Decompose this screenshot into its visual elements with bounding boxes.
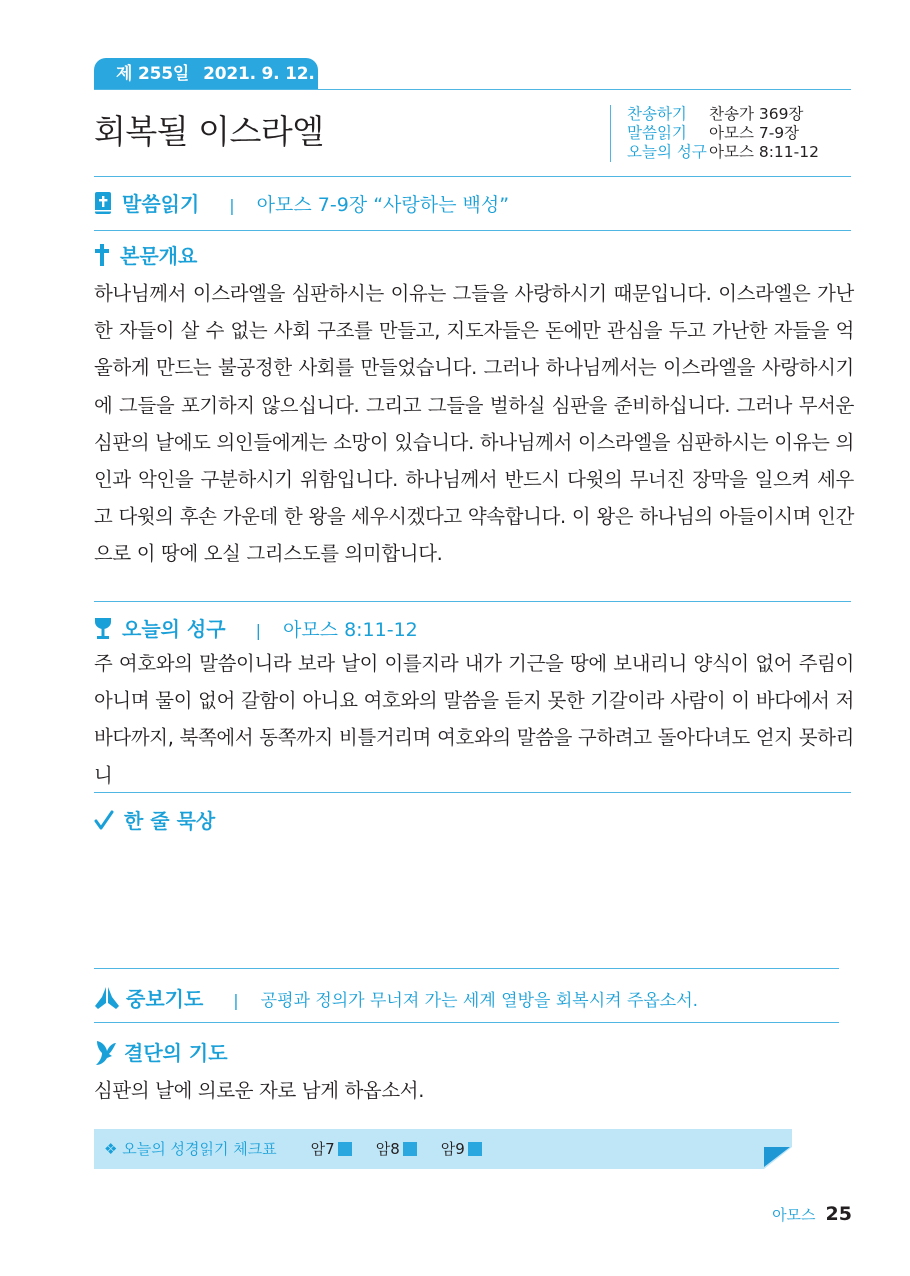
divider <box>94 230 851 231</box>
meditation-header <box>94 805 215 836</box>
separator: | <box>233 991 239 1010</box>
bible-icon <box>94 191 112 220</box>
checklist-label-wrap <box>104 1140 277 1158</box>
intercession-header <box>94 983 698 1016</box>
divider <box>94 968 839 969</box>
top-divider <box>94 89 851 90</box>
intercession-title: 중보기도 <box>126 987 204 1011</box>
footer-book: 아모스 <box>772 1206 816 1224</box>
checklist-label: 오늘의 성경읽기 체크표 <box>122 1140 277 1158</box>
cross-icon <box>94 243 110 272</box>
reading-header <box>94 188 509 220</box>
checklist-item: 암8 <box>375 1140 400 1158</box>
verse-text: 주 여호와의 말씀이니라 보라 날이 이를지라 내가 기근을 땅에 보내리니 양식이 없어 주림이 아니며 물이 없어 갈함이 아니요 여호와의 말씀을 듣지 못한 기갈이라 사람이 이 바다에서 저 바다까지, 북쪽에서 동쪽까지 비틀거리며 여호와의 말씀을 구하려고 돌아다녀도 얻지 못하리니 <box>94 652 855 787</box>
info-row-verse <box>627 143 819 162</box>
resolution-text: 심판의 날에 의로운 자로 남게 하옵소서. <box>94 1079 425 1102</box>
info-value: 찬송가 369장 <box>709 105 804 123</box>
verse-reference: 아모스 8:11-12 <box>282 619 418 641</box>
page-fold-corner <box>764 1147 790 1167</box>
diamond-icon: ❖ <box>104 1140 118 1158</box>
info-label: 말씀읽기 <box>627 124 687 142</box>
divider <box>94 601 851 602</box>
verse-header <box>94 613 418 645</box>
meditation-title: 한 줄 묵상 <box>124 809 216 833</box>
chalice-icon <box>94 616 112 645</box>
info-value: 아모스 8:11-12 <box>709 143 819 161</box>
divider <box>94 1022 839 1023</box>
resolution-title: 결단의 기도 <box>124 1041 228 1065</box>
check-icon <box>94 809 114 836</box>
page-number: 25 <box>825 1203 852 1225</box>
info-label: 오늘의 성구 <box>627 143 707 161</box>
checklist-item: 암7 <box>310 1140 335 1158</box>
checkbox-square[interactable] <box>468 1142 482 1156</box>
info-value: 아모스 7-9장 <box>709 124 800 142</box>
praying-hands-icon <box>94 985 120 1016</box>
info-row-hymn <box>627 105 819 124</box>
summary-header <box>94 240 197 272</box>
checkbox-square[interactable] <box>403 1142 417 1156</box>
checkbox-square[interactable] <box>338 1142 352 1156</box>
intercession-text: 공평과 정의가 무너져 가는 세계 열방을 회복시켜 주옵소서. <box>260 991 699 1011</box>
page-title: 회복될 이스라엘 <box>94 112 324 151</box>
day-number: 제 255일 <box>116 64 190 84</box>
verse-title: 오늘의 성구 <box>122 617 226 641</box>
summary-text: 하나님께서 이스라엘을 심판하시는 이유는 그들을 사랑하시기 때문입니다. 이스라엘은 가난한 자들이 살 수 없는 사회 구조를 만들고, 지도자들은 돈에만 관심을 두고 가난한 자들을 억울하게 만드는 불공정한 사회를 만들었습니다. 그러나 하나님께서는 이스라엘을 사랑하시기에 그들을 포기하지 않으십니다. 그리고 그들을 벌하실 심판을 준비하십니다. 그러나 무서운 심판의 날에도 의인들에게는 소망이 있습니다. 하나님께서 이스라엘을 심판하시는 이유는 의인과 악인을 구분하시기 위함입니다. 하나님께서 반드시 다윗의 무너진 장막을 일으켜 세우고 다윗의 후손 가운데 한 왕을 세우시겠다고 약속합니다. 이 왕은 하나님의 아들이시며 인간으로 이 땅에 오실 그리스도를 의미합니다. <box>94 282 854 566</box>
dove-icon <box>94 1038 118 1071</box>
info-box <box>610 105 819 162</box>
date-tab <box>94 58 318 116</box>
reading-checklist <box>94 1129 792 1169</box>
resolution-header <box>94 1037 228 1071</box>
reading-title: 말씀읽기 <box>122 192 200 216</box>
reading-subtitle: 아모스 7-9장 “사랑하는 백성” <box>256 194 510 216</box>
date-label: 2021. 9. 12. 주 <box>116 64 315 116</box>
divider <box>94 176 851 177</box>
page-footer <box>772 1203 852 1225</box>
info-label: 찬송하기 <box>627 105 687 123</box>
info-row-reading <box>627 124 819 143</box>
separator: | <box>229 196 235 215</box>
separator: | <box>255 621 261 640</box>
divider <box>94 792 851 793</box>
checklist-item: 암9 <box>440 1140 465 1158</box>
summary-title: 본문개요 <box>120 244 198 268</box>
